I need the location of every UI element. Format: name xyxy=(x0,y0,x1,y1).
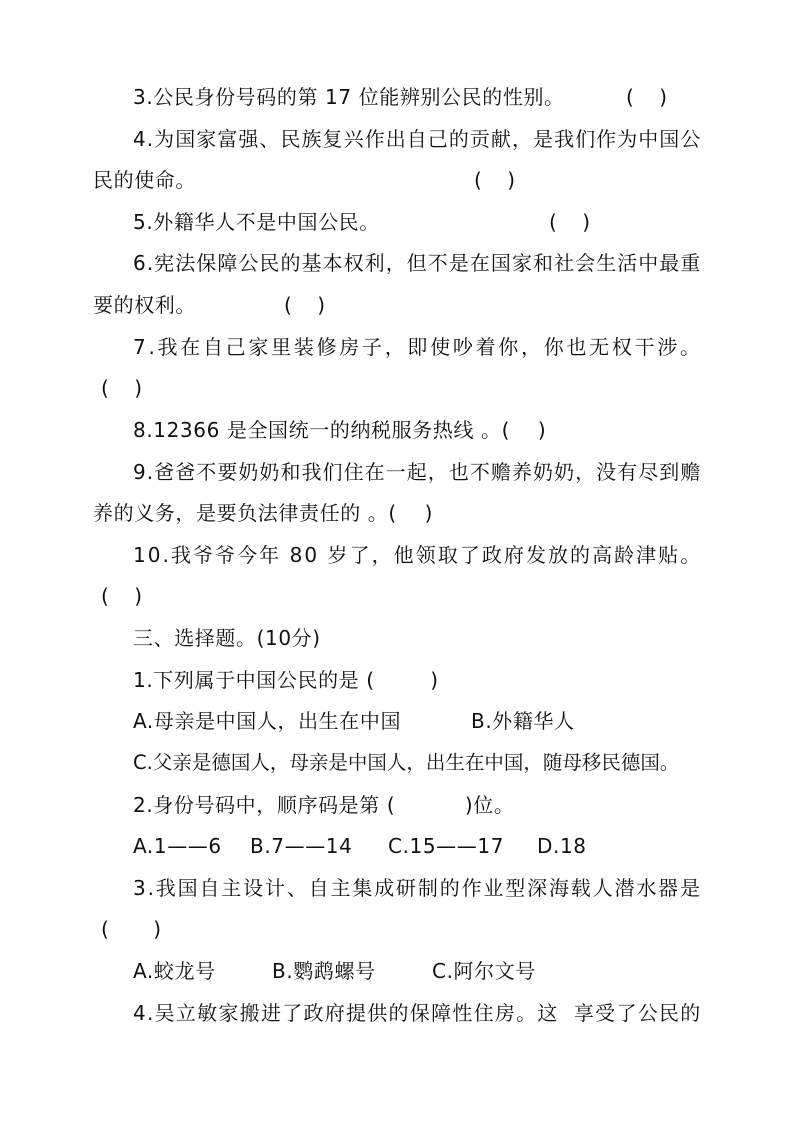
tf-question-4-line1: 4 . 为 国 家 富 强 、 民 族 复 兴 作 出 自 己 的 贡 献 ， 是 我 们 作 为 中 国 公 xyxy=(133,127,701,151)
mc-question-2-option-b[interactable]: B.7——14 xyxy=(250,834,353,858)
mc-question-4-line1: 4 . 吴 立 敏 家 搬 进 了 政 府 提 供 的 保 障 性 住 房 。 这 享 受 了 公 民 的 xyxy=(133,1001,701,1025)
tf-answer-blank-3[interactable]: ( ) xyxy=(626,85,668,109)
mc-question-3-blank[interactable]: ( ) xyxy=(101,917,162,941)
mc-question-3-option-a[interactable]: A.蛟龙号 xyxy=(133,959,216,983)
mc-question-1-option-b[interactable]: B.外籍华人 xyxy=(471,709,575,733)
tf-question-6-line2: 要的权利。 xyxy=(93,293,196,317)
tf-question-3: 3.公民身份号码的第 17 位能辨别公民的性别。 xyxy=(133,85,565,109)
tf-question-4-line2: 民的使命。 xyxy=(93,168,196,192)
tf-question-5: 5.外籍华人不是中国公民。 xyxy=(133,210,380,234)
tf-answer-blank-4[interactable]: ( ) xyxy=(474,168,516,192)
mc-question-3-line1: 3 . 我 国 自 主 设 计 、 自 主 集 成 研 制 的 作 业 型 深 海 载 人 潜 水 器 是 xyxy=(133,876,701,900)
tf-answer-blank-6[interactable]: ( ) xyxy=(284,293,326,317)
section-title-choice: 三、选择题。(10分) xyxy=(133,626,321,650)
tf-question-10-line1: 1 0 . 我 爷 爷 今 年 8 0 岁 了 ， 他 领 取 了 政 府 发 放 的 高 龄 津 贴 。 xyxy=(133,543,701,567)
mc-question-1: 1.下列属于中国公民的是 ( ) xyxy=(133,668,439,692)
mc-question-2-option-d[interactable]: D.18 xyxy=(537,834,587,858)
mc-question-3-option-c[interactable]: C.阿尔文号 xyxy=(432,959,536,983)
mc-question-1-option-a[interactable]: A.母亲是中国人，出生在中国 xyxy=(133,709,402,733)
tf-question-8: 8.12366 是全国统一的纳税服务热线 。( ) xyxy=(133,418,547,442)
tf-question-6-line1: 6 . 宪 法 保 障 公 民 的 基 本 权 利 ， 但 不 是 在 国 家 和 社 会 生 活 中 最 重 xyxy=(133,251,701,275)
tf-question-7-line1: 7 . 我 在 自 己 家 里 装 修 房 子 ， 即 使 吵 着 你 ， 你 也 无 权 干 涉 。 xyxy=(133,335,701,359)
mc-question-1-option-c[interactable]: C.父亲是德国人，母亲是中国人，出生在中国，随母移民德国。 xyxy=(133,751,680,774)
tf-question-9-line1: 9 . 爸 爸 不 要 奶 奶 和 我 们 住 在 一 起 ， 也 不 赡 养 奶 奶 ， 没 有 尽 到 赡 xyxy=(133,460,701,484)
tf-answer-blank-5[interactable]: ( ) xyxy=(549,210,591,234)
tf-answer-blank-10[interactable]: ( ) xyxy=(101,584,143,608)
mc-question-2-option-a[interactable]: A.1——6 xyxy=(133,834,222,858)
tf-question-9-line2: 养的义务，是要负法律责任的 。( ) xyxy=(93,501,433,525)
mc-question-3-option-b[interactable]: B.鹦鹉螺号 xyxy=(272,959,376,983)
tf-answer-blank-7[interactable]: ( ) xyxy=(101,376,143,400)
mc-question-2: 2.身份号码中，顺序码是第 ( )位。 xyxy=(133,793,515,817)
mc-question-2-option-c[interactable]: C.15——17 xyxy=(388,834,505,858)
